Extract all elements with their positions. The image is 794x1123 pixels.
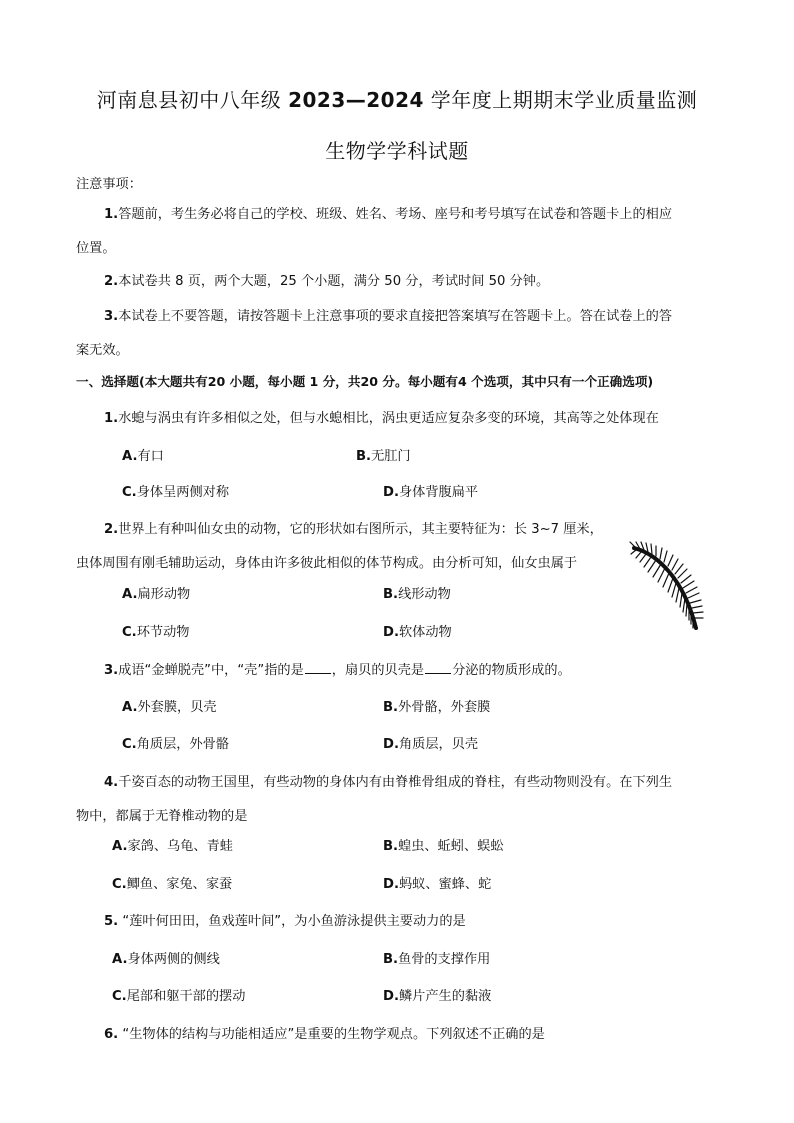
note-3-text: 本试卷上不要答题，请按答题卡上注意事项的要求直接把答案填写在答题卡上。答在试卷上的答 <box>118 309 673 324</box>
option-text: 外骨骼，外套膜 <box>398 700 491 715</box>
option-text: 家鸽、乌龟、青蛙 <box>127 839 233 854</box>
title-years: 2023—2024 <box>288 88 424 112</box>
q3-option-d <box>383 736 478 754</box>
question-4-line-2: 物中，都属于无脊椎动物的是 <box>76 809 248 824</box>
question-6 <box>104 1026 545 1044</box>
note-1-number: 1. <box>104 207 119 222</box>
q2-option-d <box>383 624 452 642</box>
q3-option-c <box>122 736 229 754</box>
note-2 <box>104 273 549 291</box>
option-text: 有口 <box>137 449 164 464</box>
note-1-line-2: 位置。 <box>76 241 116 256</box>
question-4-number: 4. <box>104 775 119 790</box>
q5-option-b <box>383 951 490 969</box>
option-letter: A. <box>122 449 138 464</box>
question-3-text: 成语“金蝉脱壳”中，“壳”指的是 <box>118 663 304 678</box>
q5-option-a <box>112 951 220 969</box>
q1-option-c <box>122 484 229 502</box>
question-2-line-2: 虫体周围有刚毛辅助运动，身体由许多彼此相似的体节构成。由分析可知，仙女虫属于 <box>76 556 578 571</box>
note-3-number: 3. <box>104 309 119 324</box>
section-1-heading: 一、选择题(本大题共有20 小题，每小题 1 分，共20 分。每小题有4 个选项，其中只有一个正确选项) <box>76 374 654 389</box>
question-2-text: 世界上有种叫仙女虫的动物，它的形状如右图所示，其主要特征为：长 3~7 厘米， <box>118 522 603 537</box>
answer-blank <box>305 661 331 674</box>
q5-option-d <box>383 988 491 1006</box>
option-letter: B. <box>383 839 399 854</box>
option-text: 鱼骨的支撑作用 <box>398 952 491 967</box>
question-6-number: 6. <box>104 1027 119 1042</box>
question-4-text: 千姿百态的动物王国里，有些动物的身体内有由脊椎骨组成的脊柱，有些动物则没有。在下列生 <box>118 775 673 790</box>
question-6-text: “生物体的结构与功能相适应”是重要的生物学观点。下列叙述不正确的是 <box>118 1027 545 1042</box>
question-3-text: ，扇贝的贝壳是 <box>331 663 425 678</box>
question-3-number: 3. <box>104 663 119 678</box>
question-1-number: 1. <box>104 411 119 426</box>
question-2-number: 2. <box>104 522 119 537</box>
option-text: 外套膜，贝壳 <box>137 700 217 715</box>
option-text: 线形动物 <box>398 587 451 602</box>
page-subtitle: 生物学学科试题 <box>325 139 469 163</box>
option-letter: A. <box>122 587 138 602</box>
question-2-line-1 <box>104 521 603 539</box>
q1-option-a <box>122 448 164 466</box>
q2-option-a <box>122 586 190 604</box>
option-text: 无肛门 <box>371 449 411 464</box>
option-letter: D. <box>383 625 399 640</box>
q2-option-c <box>122 624 189 642</box>
option-text: 身体背腹扁平 <box>398 485 479 500</box>
question-3 <box>104 661 571 680</box>
option-letter: A. <box>112 952 128 967</box>
question-5-text: “莲叶何田田，鱼戏莲叶间”，为小鱼游泳提供主要动力的是 <box>118 914 466 929</box>
question-5-number: 5. <box>104 914 119 929</box>
option-letter: C. <box>122 485 137 500</box>
option-letter: A. <box>112 839 128 854</box>
question-4-line-1 <box>104 774 672 792</box>
option-letter: D. <box>383 737 399 752</box>
q3-option-a <box>122 699 217 717</box>
notes-heading: 注意事项： <box>76 177 142 192</box>
page-title <box>0 84 794 113</box>
option-text: 角质层，贝壳 <box>398 737 479 752</box>
option-letter: B. <box>356 449 372 464</box>
q4-option-c <box>112 876 232 894</box>
note-2-text: 本试卷共 8 页，两个大题，25 个小题，满分 50 分，考试时间 50 分钟。 <box>118 274 550 289</box>
answer-blank <box>425 661 451 674</box>
fairy-worm-illustration <box>628 540 704 636</box>
option-text: 环节动物 <box>136 625 190 640</box>
option-letter: B. <box>383 587 399 602</box>
note-1-line-1 <box>104 206 672 224</box>
option-letter: B. <box>383 952 399 967</box>
option-text: 鲫鱼、家兔、家蚕 <box>126 877 233 892</box>
option-letter: B. <box>383 700 399 715</box>
question-1-text: 水螅与涡虫有许多相似之处，但与水螅相比，涡虫更适应复杂多变的环境，其高等之处体现在 <box>118 411 659 426</box>
q5-option-c <box>112 988 245 1006</box>
q2-option-b <box>383 586 451 604</box>
note-2-number: 2. <box>104 274 119 289</box>
option-text: 扁形动物 <box>137 587 191 602</box>
option-letter: C. <box>112 989 127 1004</box>
q4-option-b <box>383 838 504 856</box>
q3-option-b <box>383 699 490 717</box>
title-suffix: 学年度上期期末学业质量监测 <box>423 88 698 112</box>
option-letter: D. <box>383 877 399 892</box>
question-5 <box>104 913 466 931</box>
option-letter: A. <box>122 700 138 715</box>
option-text: 鳞片产生的黏液 <box>398 989 492 1004</box>
option-letter: C. <box>112 877 127 892</box>
q1-option-b <box>356 448 411 466</box>
q4-option-d <box>383 876 491 894</box>
note-3-line-1 <box>104 308 672 326</box>
option-text: 身体呈两侧对称 <box>136 485 230 500</box>
option-text: 尾部和躯干部的摆动 <box>126 989 246 1004</box>
option-text: 身体两侧的侧线 <box>127 952 220 967</box>
option-letter: C. <box>122 625 137 640</box>
option-text: 角质层，外骨骼 <box>136 737 230 752</box>
question-1 <box>104 410 659 428</box>
q1-option-d <box>383 484 478 502</box>
option-letter: C. <box>122 737 137 752</box>
q4-option-a <box>112 838 233 856</box>
option-text: 蝗虫、蚯蚓、蜈蚣 <box>398 839 504 854</box>
note-1-text: 答题前，考生务必将自己的学校、班级、姓名、考场、座号和考号填写在试卷和答题卡上的相应 <box>118 207 673 222</box>
note-3-line-2: 案无效。 <box>76 343 129 358</box>
option-letter: D. <box>383 989 399 1004</box>
option-text: 软体动物 <box>398 625 452 640</box>
title-prefix: 河南息县初中八年级 <box>96 88 289 112</box>
option-text: 蚂蚁、蜜蜂、蛇 <box>398 877 492 892</box>
question-3-text: 分泌的物质形成的。 <box>452 663 571 678</box>
option-letter: D. <box>383 485 399 500</box>
